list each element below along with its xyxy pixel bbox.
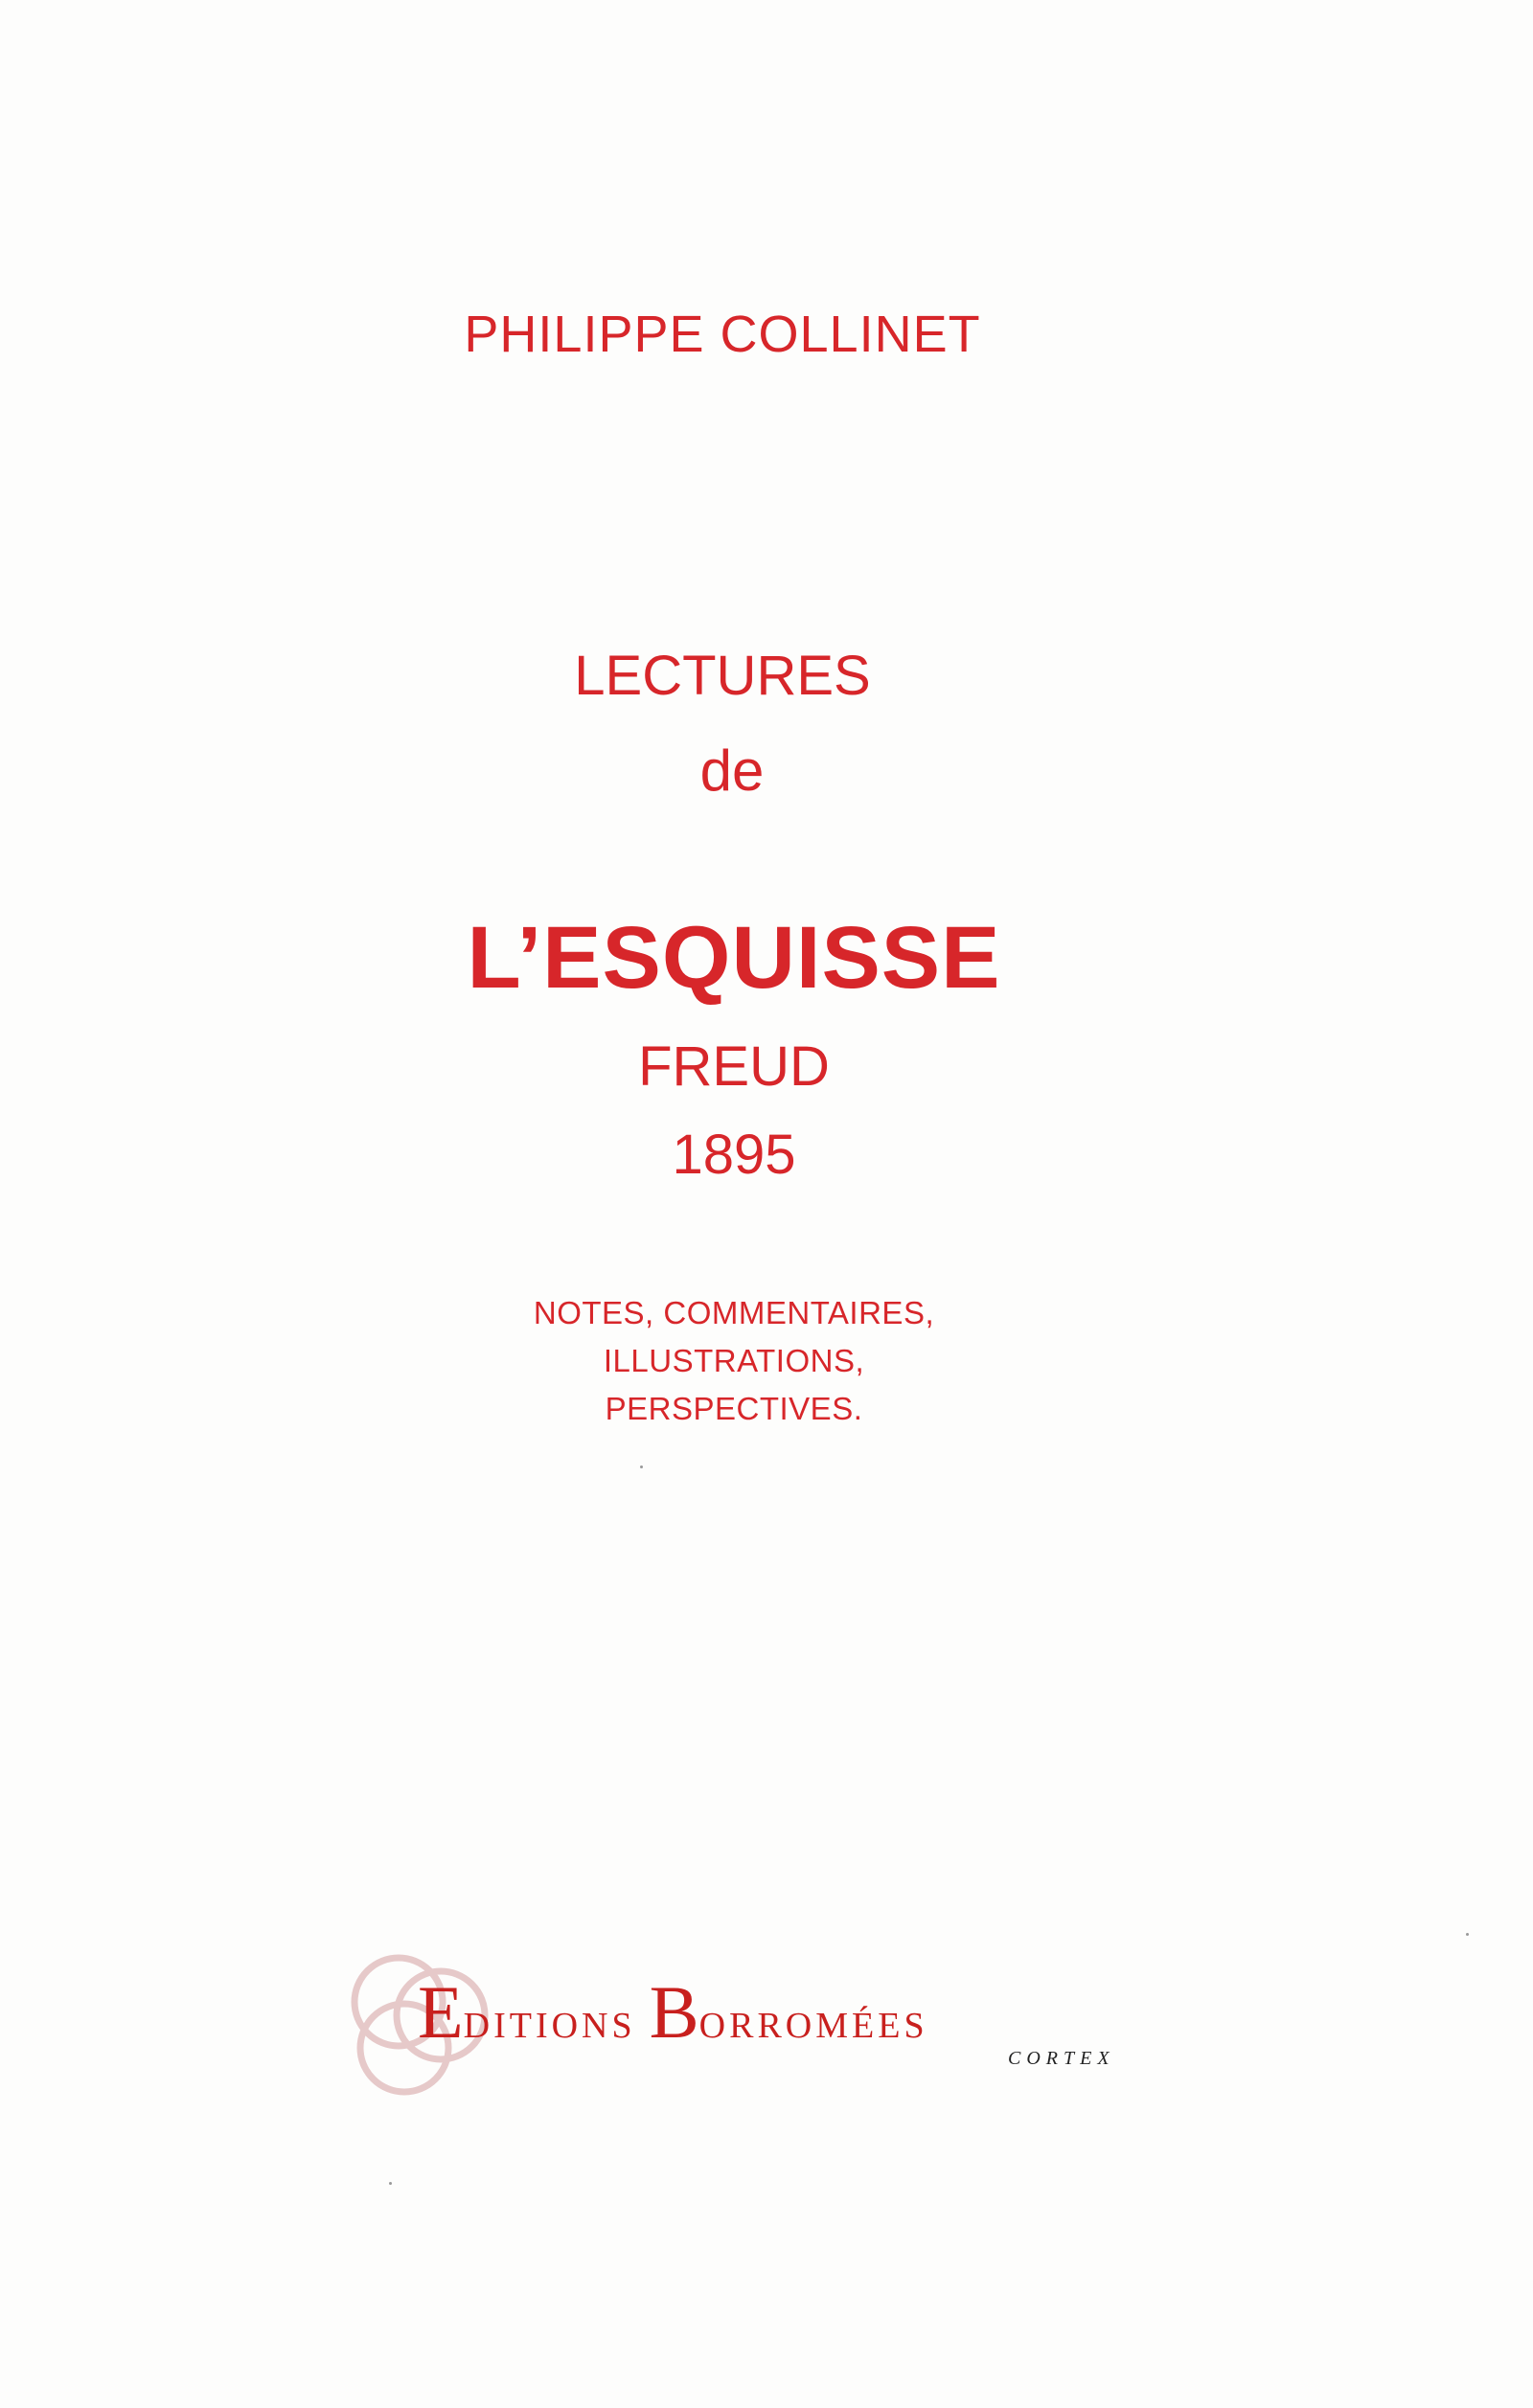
publisher-word-editions: DITIONS xyxy=(463,2006,636,2046)
subject-name: FREUD xyxy=(638,1035,830,1098)
subtitle-line: ILLUSTRATIONS, xyxy=(603,1343,865,1378)
imprint-label: CORTEX xyxy=(1008,2048,1115,2069)
scan-speck xyxy=(1466,1933,1469,1936)
title-line-lectures: LECTURES xyxy=(574,645,871,707)
title-line-de: de xyxy=(699,738,765,803)
author-name: PHILIPPE COLLINET xyxy=(464,306,981,363)
publication-year: 1895 xyxy=(672,1124,796,1186)
publisher-name xyxy=(418,1970,928,2061)
scan-speck xyxy=(640,1465,643,1468)
scan-speck xyxy=(389,2182,392,2185)
publisher-initial-e: E xyxy=(418,1970,464,2054)
subtitle-line: NOTES, COMMENTAIRES, xyxy=(533,1295,935,1330)
main-title: L’ESQUISSE xyxy=(467,909,1001,1007)
publisher-word-borromees: ORROMÉES xyxy=(698,2006,928,2046)
subtitle-line: PERSPECTIVES. xyxy=(605,1391,863,1426)
publisher-initial-b: B xyxy=(649,1970,699,2054)
